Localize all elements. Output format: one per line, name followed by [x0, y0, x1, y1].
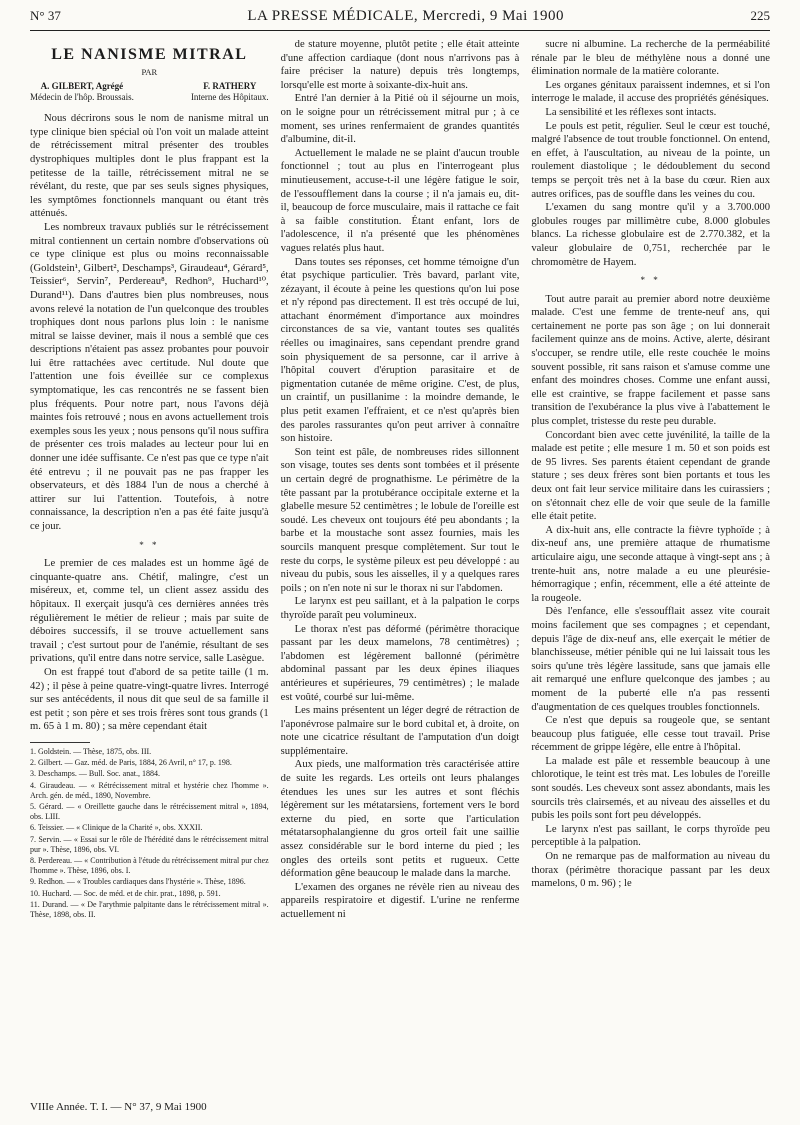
paragraph: La malade est pâle et ressemble beaucoup à une chlorotique, le teint est très mat. Les lobules de l'oreille sont soudés. Les cheveux sont assez abondants, mais les sourcils très clairsemés, et au niveau des aisselles et du pubis les poils sont fort peu développés. — [531, 755, 771, 822]
author-2-role: Interne des Hôpitaux. — [190, 91, 269, 102]
column-1 — [30, 38, 269, 1091]
paragraph: Entré l'an dernier à la Pitié où il séjourne un mois, on le soigne pour un rétrécissement mitral pur ; à ce moment, ses urines renfermaient de grandes quantités d'albumine, dit-il. — [280, 93, 520, 146]
author-1-name: A. GILBERT, Agrégé — [40, 81, 124, 92]
paragraph: Dès l'enfance, elle s'essoufflait assez vite courait moins facilement que ses compagnes ; et cependant, depuis l'âge de dix-neuf ans, elle exerçait le métier de blanchisseuse, métier pénible qui ne lui laissait tous les soirs qu'une très légère lassitude, sans que jamais elle ait remarqué une enflure quelconque des jambes ; au moment de la puberté elle n'a pas ressenti d'augmentation de ces quelques troubles fonctionnels. — [531, 606, 771, 713]
paragraph: Tout autre parait au premier abord notre deuxième malade. C'est une femme de trente-neuf ans, qui certainement ne porte pas son âge ; on lui donnerait facilement quinze ans de moins. Active, alerte, désirant s'occuper, se rendre utile, elle reste couchée le moins souvent possible, rit sans raison et s'amuse comme une enfant des moindres choses. Comme une enfant aussi, elle est craintive, se frappe facilement et passe sans transition de l'exubérance la plus vive à l'abattement le plus complet, tristesse du reste peu durable. — [531, 293, 771, 428]
section-separator: * * — [139, 539, 160, 550]
author-2 — [191, 81, 269, 102]
paragraph: On ne remarque pas de malformation au niveau du thorax (périmètre thoracique passant par les deux mamelons, 0 m. 96) ; le — [531, 851, 771, 890]
column-1-body-a — [30, 112, 269, 533]
by-line: PAR — [141, 66, 158, 77]
author-2-name: F. RATHERY — [203, 81, 257, 92]
paragraph: Actuellement le malade ne se plaint d'aucun trouble fonctionnel ; tout au plus en l'interrogeant plus minutieusement, accuse-t-il une légère fatigue le soir, de l'essoufflement dans la course ; il n'a jamais eu, dit-il, beaucoup de force musculaire, mais il rattache ce fait à sa faible constitution. Étant enfant, lors de l'adolescence, il n'a présenté que les phénomènes vagues relatés plus haut. — [280, 147, 520, 254]
column-2 — [281, 38, 520, 1091]
page-footer: VIIIe Année. T. I. — N° 37, 9 Mai 1900 — [30, 1101, 207, 1113]
paragraph: de stature moyenne, plutôt petite ; elle était atteinte d'une affection cardiaque (dont nous n'arrivons pas à faire préciser la nature) depuis très longtemps, lorsqu'elle est morte à soixante-dix-huit ans. — [280, 39, 520, 91]
footnote: 4. Giraudeau. — « Rétrécissement mitral et hystérie chez l'homme ». Arch. gén. de méd., 1890, Novembre. — [30, 780, 269, 800]
author-1 — [30, 81, 134, 102]
column-3-body-b — [531, 293, 770, 891]
header-rule — [30, 30, 770, 31]
paragraph: Les mains présentent un léger degré de rétraction de l'aponévrose palmaire sur le bord cubital et, à droite, on note une cicatrice résultant de l'amputation d'un doigt supplémentaire. — [280, 705, 520, 757]
page-header — [30, 8, 770, 28]
paragraph: Aux pieds, une malformation très caractérisée attire de suite les regards. Les orteils ont leurs phalanges étendues les unes sur les autres et sont fléchis légèrement sur les métatarsiens, fortement vers le bord externe du pied, en sorte que l'articulation métatarsophalangienne du gros orteil fait une saillie assez considérable sur le bord interne du pied ; les ongles des orteils sont petits et rugueux. Cette déformation gêne beaucoup le malade dans la marche. — [280, 759, 520, 880]
page-number: 225 — [750, 8, 770, 23]
paragraph: Nous décrirons sous le nom de nanisme mitral un type clinique bien spécial où l'on voit un malade atteint de rétrécissement mitral présenter des troubles dystrophiques multiples dont le plus frappant est la petitesse de la taille, rétrécissement mitral ne se révélant, du reste, que par ses seuls signes physiques, les symptômes fonctionnels manquant ou étant très atténués. — [30, 113, 269, 220]
issue-number: N° 37 — [30, 8, 61, 23]
section-separator-2: * * — [640, 275, 661, 286]
paragraph: L'examen des organes ne révèle rien au niveau des appareils respiratoire et digestif. L'urine ne renferme actuellement ni — [280, 881, 520, 920]
paragraph: Le larynx est peu saillant, et à la palpation le corps thyroïde paraît peu volumineux. — [280, 596, 520, 621]
paragraph: Le larynx n'est pas saillant, le corps thyroïde peu perceptible à la palpation. — [531, 823, 771, 849]
footnote: 11. Durand. — « De l'arythmie palpitante dans le rétrécissement mitral ». Thèse, 1898, obs. II. — [30, 899, 269, 919]
paragraph: La sensibilité et les réflexes sont intacts. — [545, 106, 717, 118]
article-columns — [30, 38, 770, 1091]
footnote: 2. Gilbert. — Gaz. méd. de Paris, 1884, 26 Avril, n° 17, p. 198. — [30, 758, 232, 768]
paragraph: Ce n'est que depuis sa rougeole que, se sentant beaucoup plus fatiguée, elle cesse tout travail. Prise récemment de grippe légère, elle entre à l'hôpital. — [531, 715, 771, 754]
paragraph: On est frappé tout d'abord de sa petite taille (1 m. 42) ; il pèse à peine quatre-vingt-quatre livres. Interrogé sur ses antécédents, il nous dit que seul de sa famille il est petit ; son père et ses trois frères sont tous grands (1 m. 65 à 1 m. 80) ; sa mère cependant était — [30, 666, 269, 733]
footnote: 8. Perdereau. — « Contribution à l'étude du rétrécissement mitral pur chez l'homme ». Thèse, 1896, obs. I. — [30, 855, 269, 876]
paragraph: Dans toutes ses réponses, cet homme témoigne d'un état psychique particulier. Très bavard, parlant vite, zézayant, il écoute à peine les questions qu'on lui pose et n'y répond pas directement. Il est très occupé de lui, attachant énormément d'importance aux moindres circonstances de sa vie, vantant toutes ses qualités réelles ou imaginaires, sans cependant prendre grand soin physiquement de sa personne, car il arrive à l'hôpital couvert d'éruption parasitaire et de pigmentation cutanée de même origine. C'est, de plus, un craintif, un pusillanime : la moindre demande, le plus petit examen l'effraient, et ce n'est qu'après bien des paroles rassurantes qu'on peut arriver à connaître son histoire. — [280, 256, 520, 445]
footnote: 10. Huchard. — Soc. de méd. et de chir. prat., 1898, p. 591. — [30, 888, 221, 898]
footnote: 5. Gérard. — « Oreillette gauche dans le rétrécissement mitral », 1894, obs. LIII. — [30, 801, 269, 822]
footnotes — [30, 747, 269, 920]
paragraph: Le pouls est petit, régulier. Seul le cœur est touché, malgré l'absence de tout trouble fonctionnel. On entend, en effet, à l'auscultation, au niveau de la pointe, un roulement diastolique ; le dédoublement du second temps se perçoit très net à la base du cœur. Rien aux autres orifices, pas de souffle dans les veines du cou. — [531, 120, 771, 200]
footnote: 6. Teissier. — « Clinique de la Charité », obs. XXXII. — [30, 823, 203, 833]
footnote: 7. Servin. — « Essai sur le rôle de l'hérédité dans le rétrécissement mitral pur ». Thèse, 1896, obs. VI. — [30, 834, 269, 854]
article-title: LE NANISME MITRAL — [51, 46, 248, 63]
journal-title: LA PRESSE MÉDICALE, Mercredi, 9 Mai 1900 — [247, 8, 564, 24]
column-3-body-a — [531, 38, 770, 269]
footnote: 1. Goldstein. — Thèse, 1875, obs. III. — [30, 746, 152, 756]
paragraph: Le thorax n'est pas déformé (périmètre thoracique passant par les deux mamelons, 78 centimètres) ; l'abdomen est légèrement ballonné (périmètre abdominal passant par les deux épines iliaques antérieures et supérieures, 79 centimètres) ; le malade est voûté, courbé sur lui-même. — [280, 623, 520, 703]
paragraph: A dix-huit ans, elle contracte la fièvre typhoïde ; à dix-neuf ans, une première attaque de rhumatisme articulaire aigu, une seconde attaque à vingt-sept ans ; à trente-huit ans, notre malade a eu une pleurésie-hémorragique ; enfin, récemment, elle a été atteinte de la rougeole. — [531, 524, 771, 604]
paragraph: Le premier de ces malades est un homme âgé de cinquante-quatre ans. Chétif, malingre, c'est un miséreux, et, comme tel, un client assez assidu des hôpitaux. Il exerçait jusqu'à ces dernières années très régulièrement le métier de relieur ; mais par suite de déboires successifs, il se trouve actuellement sans travail ; c'est surtout pour de l'anémie, résultant de ses privations, qu'il entre dans notre service, salle Lasègue. — [30, 558, 269, 665]
paragraph: sucre ni albumine. La recherche de la perméabilité rénale par le bleu de méthylène nous a donné une élimination normale de la matière colorante. — [531, 39, 771, 78]
paragraph: Concordant bien avec cette juvénilité, la taille de la malade est petite ; elle mesure 1 m. 50 et son poids est de 95 livres. Ses parents étaient cependant de grande stature ; ses deux frères sont bien portants et tous les deux ont fait leur service militaire dans les cuirassiers ; on s'étonnait chez elle de voir que seule de la famille elle était petite. — [531, 429, 771, 523]
author-1-role: Médecin de l'hôp. Broussais. — [30, 91, 134, 102]
column-1-body-b — [30, 557, 269, 734]
column-3 — [531, 38, 770, 1091]
paragraph: Les nombreux travaux publiés sur le rétrécissement mitral contiennent un certain nombre d'observations où ce type clinique est plus ou moins reconnaissable (Goldstein¹, Gilbert², Deschamps³, Giraudeau⁴, Gérard⁵, Teissier⁶, Servin⁷, Perdereau⁸, Redhon⁹, Huchard¹⁰, Durand¹¹). Dans d'autres bien plus nombreuses, nous avons relevé la notation de l'un quelconque des troubles trophiques dont nous parlons plus loin : le nanisme mitral se laisse deviner, mais il nous a semblé que ces descriptions n'étaient pas assez probantes pour pouvoir lui être rattachées avec certitude. Nul doute que l'attention une fois éveillée sur ce complexus symptomatique, les cas rencontrés ne se fassent bien plus fréquents. Pour notre part, nous l'avons déjà maintes fois retrouvé ; nous en avons actuellement trois exemples sous les yeux ; nous pensons qu'il nous suffira de présenter ces trois malades au lecteur pour lui en donner une idée suffisante. Ce n'est pas que ce type n'ait été entrevu ; il ne pouvait pas ne pas frapper les observateurs, et dès 1884 l'un de nous a cherché à attirer sur lui l'attention. Toutefois, à notre connaissance, la description n'en a pas été faite jusqu'à ce jour. — [30, 221, 269, 532]
paragraph: Son teint est pâle, de nombreuses rides sillonnent son visage, toutes ses dents sont tombées et il présente un certain degré de prognathisme. Le périmètre de la tête passant par la protubérance occipitale externe et la glabelle mesure 52 centimètres ; le lobule de l'oreille est soudé. Les cheveux ont toujours été peu abondants ; la barbe et la moustache sont assez fournies, mais les sourcils manquent presque complètement. Sur tout le reste du corps, le système pileux est peu développé : au niveau du pubis, sous les aisselles, il y a quelques rares poils ; on n'en note ni sur le thorax ni sur l'abdomen. — [280, 446, 520, 594]
footnote: 9. Redhon. — « Troubles cardiaques dans l'hystérie ». Thèse, 1896. — [30, 877, 246, 887]
authors — [30, 81, 269, 102]
paragraph: Les organes génitaux paraissent indemnes, et si l'on interroge le malade, il accuse des propriétés génésiques. — [531, 79, 771, 105]
paragraph: L'examen du sang montre qu'il y a 3.700.000 globules rouges par millimètre cube, 8.000 globules blancs. La richesse globulaire est de 2.770.382, et la valeur globulaire de 0,751, recherchée par le chromomètre de Hayem. — [531, 202, 771, 268]
footnote: 3. Deschamps. — Bull. Soc. anat., 1884. — [30, 769, 160, 779]
footnote-rule — [30, 742, 90, 743]
